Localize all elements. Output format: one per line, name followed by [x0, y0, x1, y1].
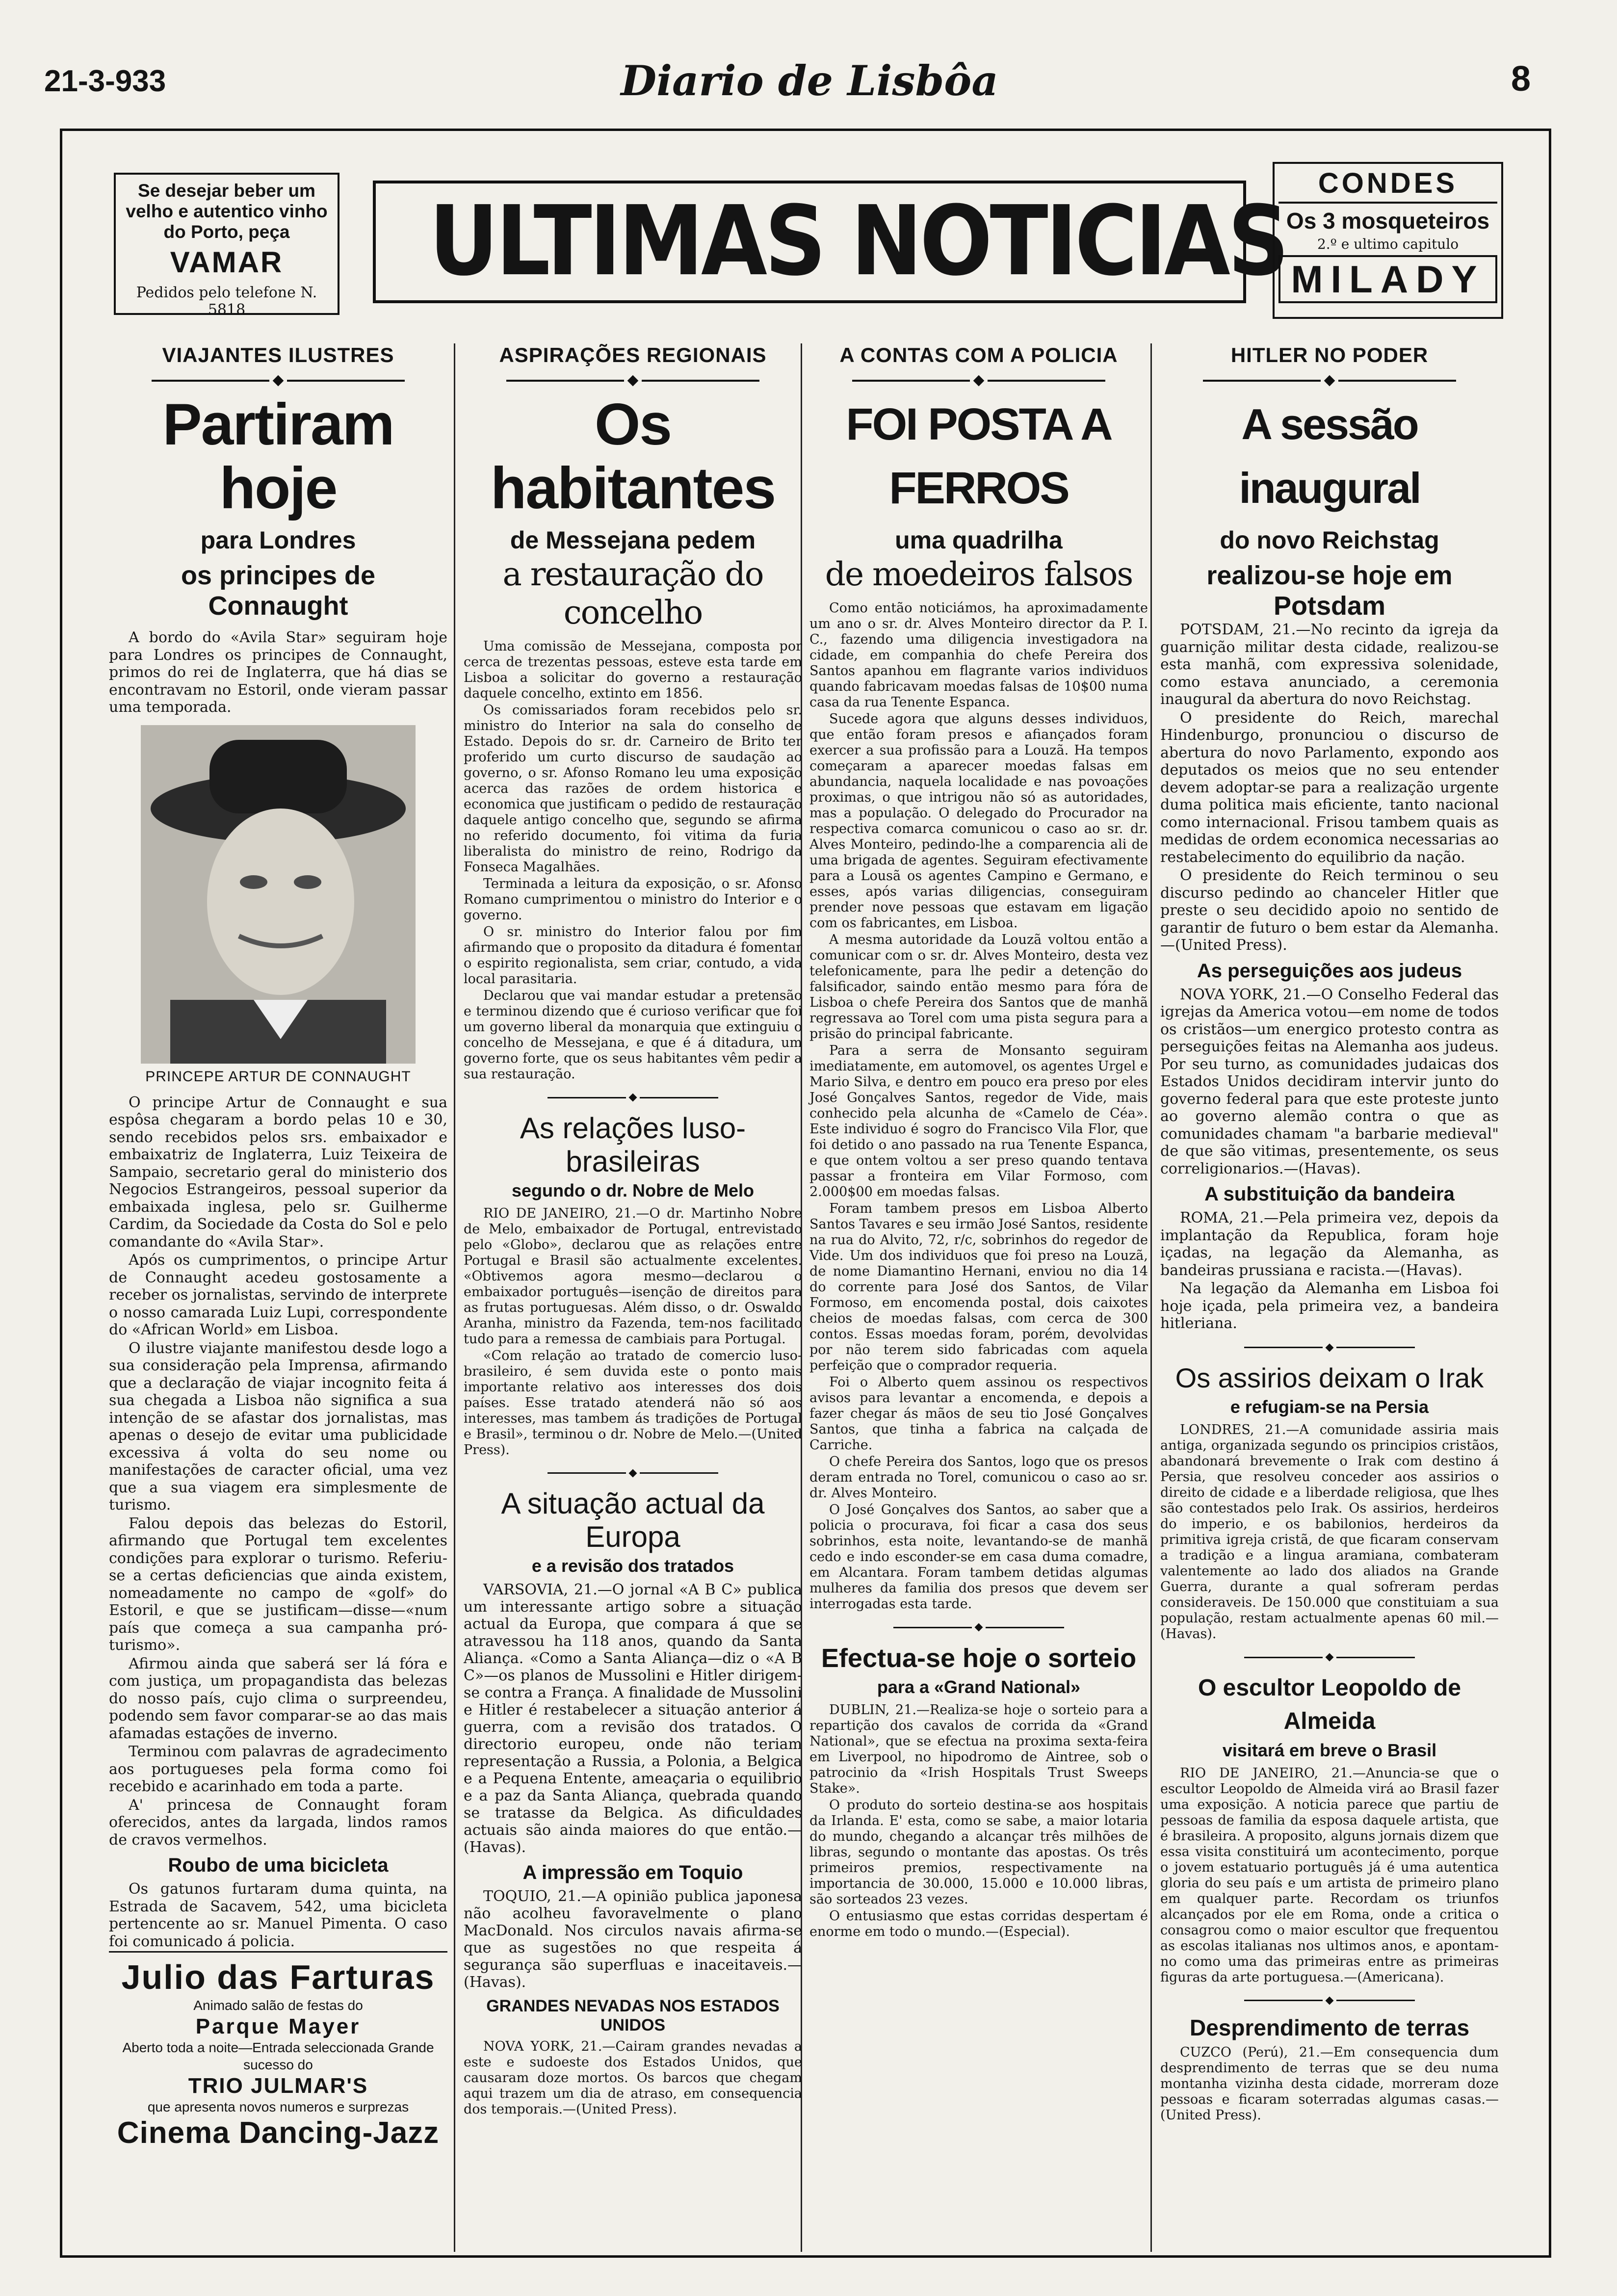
article-moedeiros [809, 343, 1148, 1941]
article-heading: A situação actual da Europa [501, 1487, 765, 1553]
paragraph: Terminada a leitura da exposição, o sr. Afonso Romano cumprimentou o ministro do Interior e o governo. [464, 876, 802, 923]
ad-condes-film: Os 3 mosqueteiros [1286, 208, 1490, 234]
subheadline: do novo Reichstag [1220, 526, 1439, 554]
subheadline: realizou-se hoje em Potsdam [1206, 561, 1453, 621]
kicker: ASPIRAÇÕES REGIONAIS [499, 343, 767, 366]
article-connaught [109, 343, 447, 2150]
column-rule [454, 343, 455, 2252]
newspaper-title: Diario de Lisbôa [621, 56, 998, 105]
ad-condes-title: MILADY [1278, 255, 1497, 303]
paragraph: O José Gonçalves dos Santos, ao saber que a policia o procurava, foi ficar a casa dos seus sobrinhos, esta noite, levantando-se de manhã cedo e indo esconder-se em casa duma comadre, em Alcantara. Foram tambem detidas algumas mulheres da familia dos presos que devem ser interrogadas esta tarde. [809, 1502, 1148, 1612]
headline: Partiram hoje [162, 391, 394, 521]
paragraph: Após os cumprimentos, o principe Artur de Connaught acedeu gostosamente a receber os jornalistas, servindo de interprete o nosso camarada Luiz Lupi, correspondente do «African World» em Lisboa. [109, 1252, 447, 1338]
paragraph: «Com relação ao tratado de comercio luso-brasileiro, é sem duvida este o ponto mais importante relativo aos interesses dos dois países. Esse tratado atenderá não só aos interesses, mas tambem ás tradições de Portugal e Brasil», terminou o dr. Nobre de Melo.—(United Press). [464, 1348, 802, 1458]
kicker: HITLER NO PODER [1230, 343, 1429, 366]
article-heading: Os assirios deixam o Irak [1175, 1362, 1484, 1393]
page-number: 8 [1511, 59, 1531, 99]
ornament-divider [809, 373, 1148, 388]
article-hitler [1160, 343, 1499, 2124]
banner-text: ULTIMAS NOTICIAS [429, 185, 1287, 297]
ad-julio-act: TRIO JULMAR'S [188, 2073, 368, 2098]
paragraph: VARSOVIA, 21.—O jornal «A B C» publica um interessante artigo sobre a situação actual da Europa, que compara á que se atravessou ha 118 anos, quando da Santa Aliança. «Como a Santa Aliança—diz o «A B C»—os planos de Mussolini e Hitler dirigem-se contra a França. A finalidade de Mussolini e Hitler é restabelecer a situação anterior á guerra, com a revisão dos tratados. O directorio europeu, onde não teriam representação a Russia, a Polonia, a Belgica e a Pequena Entente, ameaçaria o equilibrio e a paz da Santa Aliança, quebrada quando se tratasse da Belgica. As dificuldades actuais são ainda maiores do que então.—(Havas). [464, 1581, 802, 1856]
lead-paragraph: A bordo do «Avila Star» seguiram hoje para Londres os principes de Connaught, primos do rei de Inglaterra, que há dias se encontravam no Estoril, onde vieram passar uma temporada. [109, 629, 447, 716]
article-subheading: para a «Grand National» [877, 1676, 1081, 1697]
issue-date: 21-3-933 [44, 64, 166, 98]
paragraph: NOVA YORK, 21.—Cairam grandes nevadas a este e sudoeste dos Estados Unidos, que causaram doze mortos. Os barcos que chegam aqui trazem um dia de atraso, em consequencia dos temporais.—(United Press). [464, 2039, 802, 2117]
ad-julio-farturas [109, 1951, 447, 2150]
paragraph: O chefe Pereira dos Santos, logo que os presos deram entrada no Torel, comunicou o caso ao sr. dr. Alves Monteiro. [809, 1454, 1148, 1501]
subheadline: de moedeiros falsos [825, 555, 1133, 593]
article-heading: As relações luso-brasileiras [520, 1111, 746, 1178]
photo-caption: PRINCEPE ARTUR DE CONNAUGHT [145, 1068, 411, 1085]
paragraph: A' princesa de Connaught foram oferecidos, antes da largada, lindos ramos de cravos vermelhos. [109, 1796, 447, 1849]
portrait-image [141, 725, 416, 1064]
article-heading: As perseguições aos judeus [1197, 960, 1462, 982]
section-banner [373, 181, 1287, 303]
paragraph: A mesma autoridade da Louzã voltou então a comunicar com o sr. dr. Alves Monteiro, desta vez telefonicamente, para lhe pedir a detenção do falsificador, saindo então mesmo para fóra de Lisboa o chefe Pereira dos Santos que de manhã regressava ao Torel com uma pista segura para a prisão do principal fabricante. [809, 932, 1148, 1042]
headline: A sessão inaugural [1239, 400, 1420, 512]
divider [1160, 1648, 1499, 1666]
article-messejana [464, 343, 802, 2118]
paragraph: RIO DE JANEIRO, 21.—Anuncia-se que o escultor Leopoldo de Almeida virá ao Brasil fazer uma exposição. A noticia parece que partiu de pessoas de familia da esposa daquele artista, que é brasileira. A proposito, alguns jornais dizem que essa visita constituirá um acontecimento, porque o jovem estatuario português já é uma autentica gloria do seu país e um artista de primeiro plano em qualquer parte. Recordam os triunfos alcançados por ele em Roma, onde a critica o consagrou como o maior escultor que frequentou as escolas italianas nos ultimos anos, e apontam-no como uma das primeiras entre as primeiras figuras da arte portuguesa.—(Americana). [1160, 1765, 1499, 1985]
paragraph: O entusiasmo que estas corridas despertam é enorme em todo o mundo.—(Especial). [809, 1908, 1148, 1939]
paragraph: RIO DE JANEIRO, 21.—O dr. Martinho Nobre de Melo, embaixador de Portugal, entrevistado pelo «Globo», declarou que as relações entre Portugal e Brasil são actualmente excelentes. «Obtivemos agora mesmo—declarou o embaixador português—isenção de direitos para as frutas portuguesas. Além disso, o dr. Oswaldo Aranha, ministro da Fazenda, tem-nos facilitado tudo para a remessa de cambiais para Portugal. [464, 1205, 802, 1347]
divider [464, 1088, 802, 1106]
paragraph: O sr. ministro do Interior falou por fim afirmando que o proposito da ditadura é fomentar o espirito regionalista, sem criar, contudo, a vida local parasitaria. [464, 924, 802, 987]
ad-julio-line: Animado salão de festas do [193, 1998, 363, 2013]
paragraph: O ilustre viajante manifestou desde logo a sua consideração pela Imprensa, afirmando que a declaração de viajar incognito feita á sua chegada a Lisboa não significa a sua intenção de se afastar dos jornalistas, mas apenas o desejo de evitar uma publicidade excessiva á volta do seu nome ou manifestações de caracter oficial, uma vez que a sua viagem era simplesmente de turismo. [109, 1339, 447, 1513]
ornament-divider [1160, 373, 1499, 388]
article-subheading: e a revisão dos tratados [531, 1556, 734, 1576]
article-heading-theft: Roubo de uma bicicleta [168, 1854, 389, 1876]
subheadline: para Londres [200, 526, 356, 554]
paragraph: TOQUIO, 21.—A opinião publica japonesa não acolheu favoravelmente o plano MacDonald. Nos circulos navais afirma-se que as sugestões no que respeita á segurança são superfluas e inaceitaveis.—(Havas). [464, 1888, 802, 1991]
ad-vamar [114, 173, 339, 318]
ad-julio-line: Aberto toda a noite—Entrada seleccionada Grande sucesso do [122, 2039, 434, 2072]
paragraph: Na legação da Alemanha em Lisboa foi hoje içada, pela primeira vez, a bandeira hitleriana. [1160, 1280, 1499, 1332]
paragraph: Uma comissão de Messejana, composta por cerca de trezentas pessoas, esteve esta tarde em Lisboa a solicitar do governo a restauração daquele concelho, extinto em 1856. [464, 639, 802, 701]
paragraph: Os comissariados foram recebidos pelo sr. ministro do Interior na sala do conselho de Estado. Depois do sr. dr. Carneiro de Brito ter proferido um curto discurso de saudação ao governo, o sr. Afonso Romano leu uma exposição acerca das razões de ordem historica e economica que justificam o pedido de restauração daquele antigo concelho que, segundo se afirma no referido documento, foi vitima da furia liberalista do ministro de reino, Rodrigo da Fonseca Magalhães. [464, 703, 802, 875]
paragraph: Foi o Alberto quem assinou os respectivos avisos para levantar a encomenda, e depois a fazer chegar ás mãos de seu tio José Gonçalves Santos, que tinha a fabrica na calçada de Carriche. [809, 1375, 1148, 1453]
paragraph: Como então noticiámos, ha aproximadamente um ano o sr. dr. Alves Monteiro director da P. I. C., fazendo uma diligencia investigadora na cidade, em companhia do chefe Pereira dos Santos apanhou em flagrante varios individuos quando fabricavam moedas falsas de 10$00 numa casa da rua Tenente Espanca. [809, 600, 1148, 710]
column-rule [1150, 343, 1152, 2252]
ornament-divider [464, 373, 802, 388]
paragraph: Afirmou ainda que saberá ser lá fóra e com justiça, um propagandista das belezas do nosso país, cujo clima o surpreendeu, podendo sem favor comparar-se ao das mais afamadas estações de inverno. [109, 1655, 447, 1742]
paragraph: O presidente do Reich terminou o seu discurso pedindo ao chanceler Hitler que preste o seu decidido apoio no sentido de garantir de futuro o bem estar da Alemanha.—(United Press). [1160, 867, 1499, 954]
paragraph: Declarou que vai mandar estudar a pretensão e terminou dizendo que é curioso verificar que foi um governo liberal da monarquia que extinguiu o concelho de Messejana, e que é á ditadura, um governo forte, que os seus habitantes vêm pedir a sua restauração. [464, 988, 802, 1082]
paragraph: O principe Artur de Connaught e sua espôsa chegaram a bordo pelas 10 e 30, sendo recebidos pelos srs. embaixador e embaixatriz de Inglaterra, Luiz Teixeira de Sampaio, secretario geral do ministerio dos Negocios Estrangeiros, pessoal superior da embaixada inglesa, pelo sr. Guilherme Cardim, da Sociedade da Costa do Sol e pelo comandante do «Avila Star». [109, 1094, 447, 1251]
paragraph: O produto do sorteio destina-se aos hospitais da Irlanda. E' esta, como se sabe, a maior lotaria do mundo, chegando a alcançar três milhões de libras, segundo o montante das apostas. Os três primeiros premios, respectivamente na importancia de 30.000, 15.000 e 10.000 libras, são sorteados 23 vezes. [809, 1797, 1148, 1907]
paragraph: Sucede agora que alguns desses individuos, que então foram presos e afiançados foram exercer a sua profissão para a Louzã. Ha tempos começaram a aparecer moedas falsas em abundancia, naquela localidade e nas povoações proximas, o que intrigou não só as autoridades, mas a população. O delegado do Procurador na respectiva comarca comunicou o caso ao sr. dr. Alves Monteiro, pedindo-lhe a comparencia ali de uma brigada de agentes. Seguiram efectivamente para a Lousã os agentes Campino e Germano, e esses, após varias diligencias, conseguiram prender nove pessoas que estavam em ligação com os fabricantes, em Lisboa. [809, 711, 1148, 931]
article-heading: A impressão em Toquio [522, 1862, 743, 1883]
paragraph: CUZCO (Perú), 21.—Em consequencia dum desprendimento de terras que se deu numa montanha vizinha desta cidade, morreram doze pessoas e ficaram soterradas algumas casas.—(United Press). [1160, 2045, 1499, 2123]
ad-condes-note: 2.º e ultimo capitulo [1317, 236, 1459, 252]
article-subheading: e refugiam-se na Persia [1230, 1397, 1429, 1417]
kicker: A CONTAS COM A POLICIA [839, 343, 1118, 366]
headline: FOI POSTA A FERROS [846, 399, 1112, 513]
paragraph: LONDRES, 21.—A comunidade assiria mais antiga, organizada segundo os principios cristãos, abandonará brevemente o Irak com destino á Persia, que resolveu conceder aos assirios o direito de cidade e a liberdade religiosa, que lhes são contestados pelo Irak. Os assirios, herdeiros do imperio, e os babilonios, herdeiros da primitiva igreja cristã, de que ficaram conservam a tradição e a lingua aramiana, combateram valentemente ao lado dos aliados na Grande Guerra, durante a qual sofreram perdas consideraveis. De 150.000 que constituiam a sua população, restam actualmente apenas 60 mil.—(Havas). [1160, 1422, 1499, 1642]
paragraph: NOVA YORK, 21.—O Conselho Federal das igrejas da America votou—em nome de todos os cristãos—um energico protesto contra as perseguições feitas na Alemanha aos judeus. Por seu turno, as comunidades judaicas dos Estados Unidos decidiram intervir junto do governo federal para que este proteste junto ao governo alemão contra o que as comunidades chamam "a barbarie medieval" de que são vitimas, presentemente, os seus correligionarios.—(Havas). [1160, 986, 1499, 1177]
divider [464, 1464, 802, 1482]
article-heading: Desprendimento de terras [1189, 2015, 1470, 2040]
ad-vamar-phone: Pedidos pelo telefone N. 5818 [136, 284, 317, 318]
divider [1160, 1991, 1499, 2009]
ad-vamar-brand: VAMAR [170, 246, 284, 279]
headline: Os habitantes [490, 391, 776, 521]
paragraph: Falou depois das belezas do Estoril, afirmando que Portugal tem excelentes condições para explorar o turismo. Referiu-se a certas deficiencias que ainda existem, nomeadamente no campo de «golf» do Estoril, e que se justificam—disse—«num país que começa a sua campanha pró-turismo». [109, 1514, 447, 1654]
kicker: VIAJANTES ILUSTRES [162, 343, 394, 366]
article-subheading: visitará em breve o Brasil [1222, 1740, 1437, 1760]
subheadline: de Messejana pedem [510, 526, 756, 554]
divider [809, 1618, 1148, 1636]
paragraph: POTSDAM, 21.—No recinto da igreja da guarnição militar desta cidade, realizou-se esta manhã, com expressiva solenidade, como estava anunciado, a ceremonia inaugural da abertura do novo Reichstag. [1160, 621, 1499, 708]
article-heading: GRANDES NEVADAS NOS ESTADOS UNIDOS [486, 1997, 780, 2035]
article-heading: Efectua-se hoje o sorteio [821, 1643, 1137, 1673]
ad-julio-line: que apresenta novos numeros e surprezas [147, 2099, 409, 2114]
ad-julio-name: Julio das Farturas [121, 1958, 435, 1996]
paragraph: Terminou com palavras de agradecimento aos portugueses pela forma como foi recebido e acarinhado em toda a parte. [109, 1743, 447, 1795]
ad-julio-venue: Parque Mayer [195, 2014, 361, 2038]
ad-condes [1273, 162, 1503, 319]
paragraph: O presidente do Reich, marechal Hindenburgo, pronunciou o discurso de abertura do novo Parlamento, expondo aos deputados os meios que no seu entender devem adoptar-se para a realização urgente duma politica mais eficiente, tanto nacional como internacional. Frisou tambem quais as medidas de ordem economica necessarias ao restabelecimento do equilibrio da nação. [1160, 709, 1499, 866]
article-heading: O escultor Leopoldo de Almeida [1198, 1674, 1461, 1734]
ornament-divider [109, 373, 447, 388]
paragraph: DUBLIN, 21.—Realiza-se hoje o sorteio para a repartição dos cavalos de corrida da «Grand National», que se efectua na proxima sexta-feira em Liverpool, no hipodromo de Aintree, sob o patrocinio da «Irish Hospitals Trust Sweeps Stake». [809, 1702, 1148, 1796]
article-subheading: segundo o dr. Nobre de Melo [511, 1180, 755, 1200]
ad-vamar-text: Se desejar beber um velho e autentico vinho do Porto, peça [126, 181, 328, 242]
divider [1160, 1338, 1499, 1356]
subheadline: a restauração do concelho [502, 555, 763, 631]
paragraph: Foram tambem presos em Lisboa Alberto Santos Tavares e seu irmão José Santos, residente na rua do Alvito, 72, r/c, sobrinhos do regedor de Vide. Um dos individuos que foi preso na Louzã, de nome Diamantino Hernani, enviou no dia 14 do corrente para José dos Santos, de Vilar Formoso, em encomenda postal, dois caixotes cheios de moedas falsas, com cerca de 300 contos. Essas moedas foram, porém, devolvidas por não terem sido fabricadas com aquela perfeição que o comprador requeria. [809, 1201, 1148, 1373]
paragraph: Os gatunos furtaram duma quinta, na Estrada de Sacavem, 542, uma bicicleta pertencente ao sr. Manuel Pimenta. O caso foi comunicado á policia. [109, 1880, 447, 1950]
portrait-photo [141, 725, 416, 1064]
ad-julio-show: Cinema Dancing-Jazz [117, 2116, 440, 2150]
paragraph: ROMA, 21.—Pela primeira vez, depois da implantação da Republica, foram hoje içadas, na legação da Alemanha, as bandeiras prussiana e racista.—(Havas). [1160, 1209, 1499, 1279]
subheadline: os principes de Connaught [181, 561, 376, 621]
article-heading: A substituição da bandeira [1204, 1183, 1455, 1205]
ad-condes-venue: CONDES [1278, 167, 1497, 204]
paragraph: Para a serra de Monsanto seguiram imediatamente, em automovel, os agentes Urgel e Mario Silva, e dentro em pouco era preso por eles José Gonçalves Santos, regedor de Vide, mais conhecido pela alcunha de «Camelo de Céa». Este individuo é sogro do Francisco Vila Flor, que foi detido o ano passado na rua Tenente Espanca, e que ontem voltou a ser preso quando tentava passar a fronteira em Vilar Formoso, com 2.000$00 em moedas falsas. [809, 1043, 1148, 1200]
subheadline: uma quadrilha [895, 526, 1063, 554]
